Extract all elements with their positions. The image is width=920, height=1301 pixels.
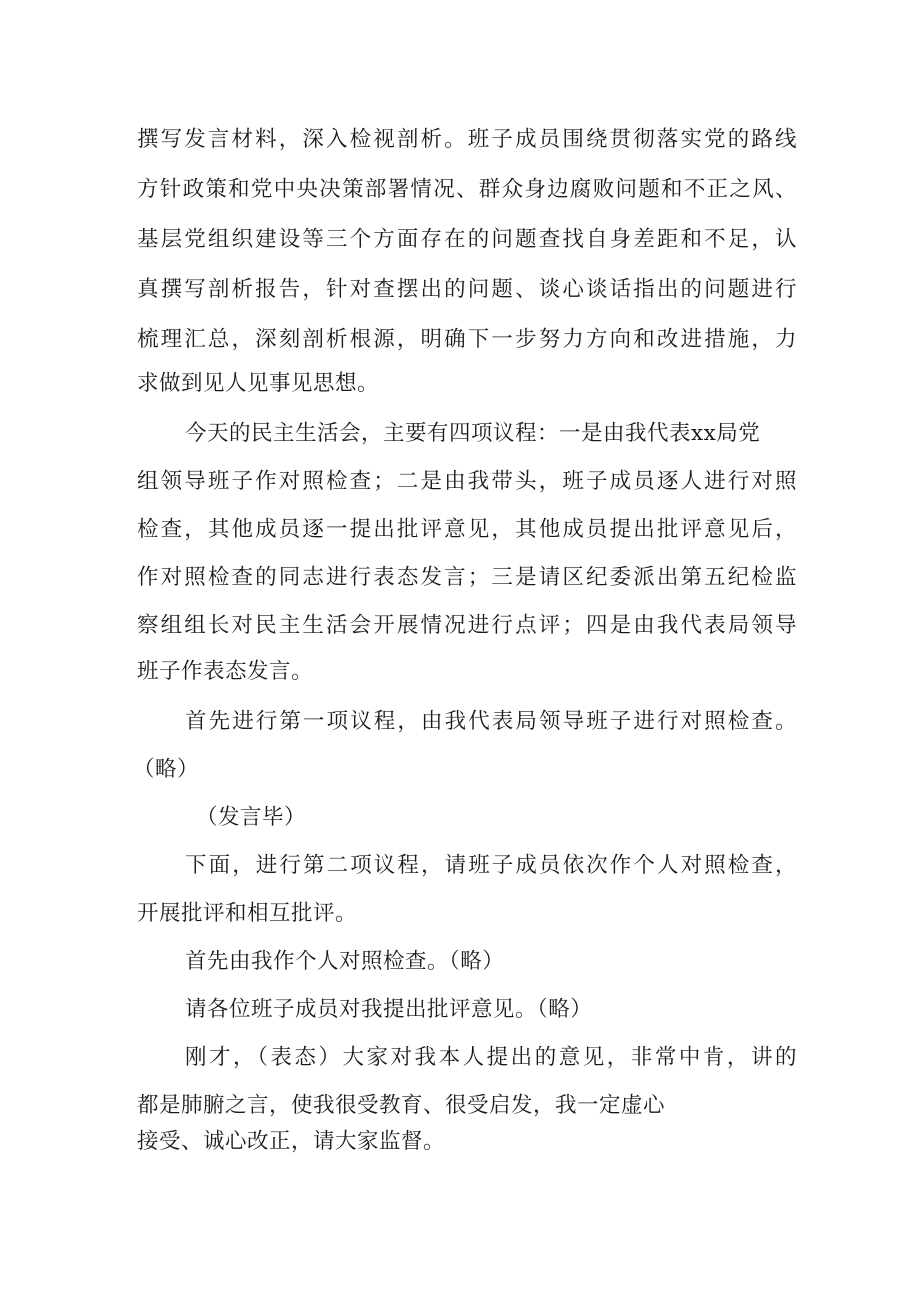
paragraph-start-line: 首先进行第一项议程，由我代表局领导班子进行对照检查。 bbox=[185, 709, 797, 734]
text-line: 组领导班子作对照检查；二是由我带头，班子成员逐人进行对照 bbox=[137, 469, 797, 494]
text-line: 梳理汇总，深刻剖析根源，明确下一步努力方向和改进措施，力 bbox=[137, 327, 797, 352]
paragraph-start-line: 下面，进行第二项议程，请班子成员依次作个人对照检查， bbox=[185, 853, 797, 878]
text-line: 作对照检查的同志进行表态发言；三是请区纪委派出第五纪检监 bbox=[137, 565, 797, 590]
text-line: 求做到见人见事见思想。 bbox=[137, 371, 380, 396]
paragraph-start-line: 今天的民主生活会，主要有四项议程：一是由我代表xx局党 bbox=[185, 421, 761, 446]
text-line: 撰写发言材料，深入检视剖析。班子成员围绕贯彻落实党的路线 bbox=[137, 127, 797, 152]
paragraph-start-line: 刚才，（表态）大家对我本人提出的意见，非常中肯，讲的 bbox=[185, 1045, 797, 1070]
text-line: 班子作表态发言。 bbox=[137, 659, 314, 684]
text-line: 基层党组织建设等三个方面存在的问题查找自身差距和不足，认 bbox=[137, 227, 797, 252]
text-line: 检查，其他成员逐一提出批评意见，其他成员提出批评意见后， bbox=[137, 517, 797, 542]
paragraph-start-line: 请各位班子成员对我提出批评意见。（略） bbox=[185, 997, 593, 1022]
text-line: 开展批评和相互批评。 bbox=[137, 901, 358, 926]
text-line: （略） bbox=[133, 757, 200, 782]
paragraph-start-line: 首先由我作个人对照检查。（略） bbox=[185, 949, 505, 974]
text-line: 接受、诚心改正，请大家监督。 bbox=[137, 1129, 446, 1154]
speech-end-note: （发言毕） bbox=[196, 805, 307, 830]
text-line: 都是肺腑之言，使我很受教育、很受启发，我一定虚心 bbox=[137, 1093, 666, 1118]
text-line: 真撰写剖析报告，针对查摆出的问题、谈心谈话指出的问题进行 bbox=[137, 277, 797, 302]
text-line: 方针政策和党中央决策部署情况、群众身边腐败问题和不正之风、 bbox=[137, 177, 797, 202]
text-line: 察组组长对民主生活会开展情况进行点评；四是由我代表局领导 bbox=[137, 613, 797, 638]
